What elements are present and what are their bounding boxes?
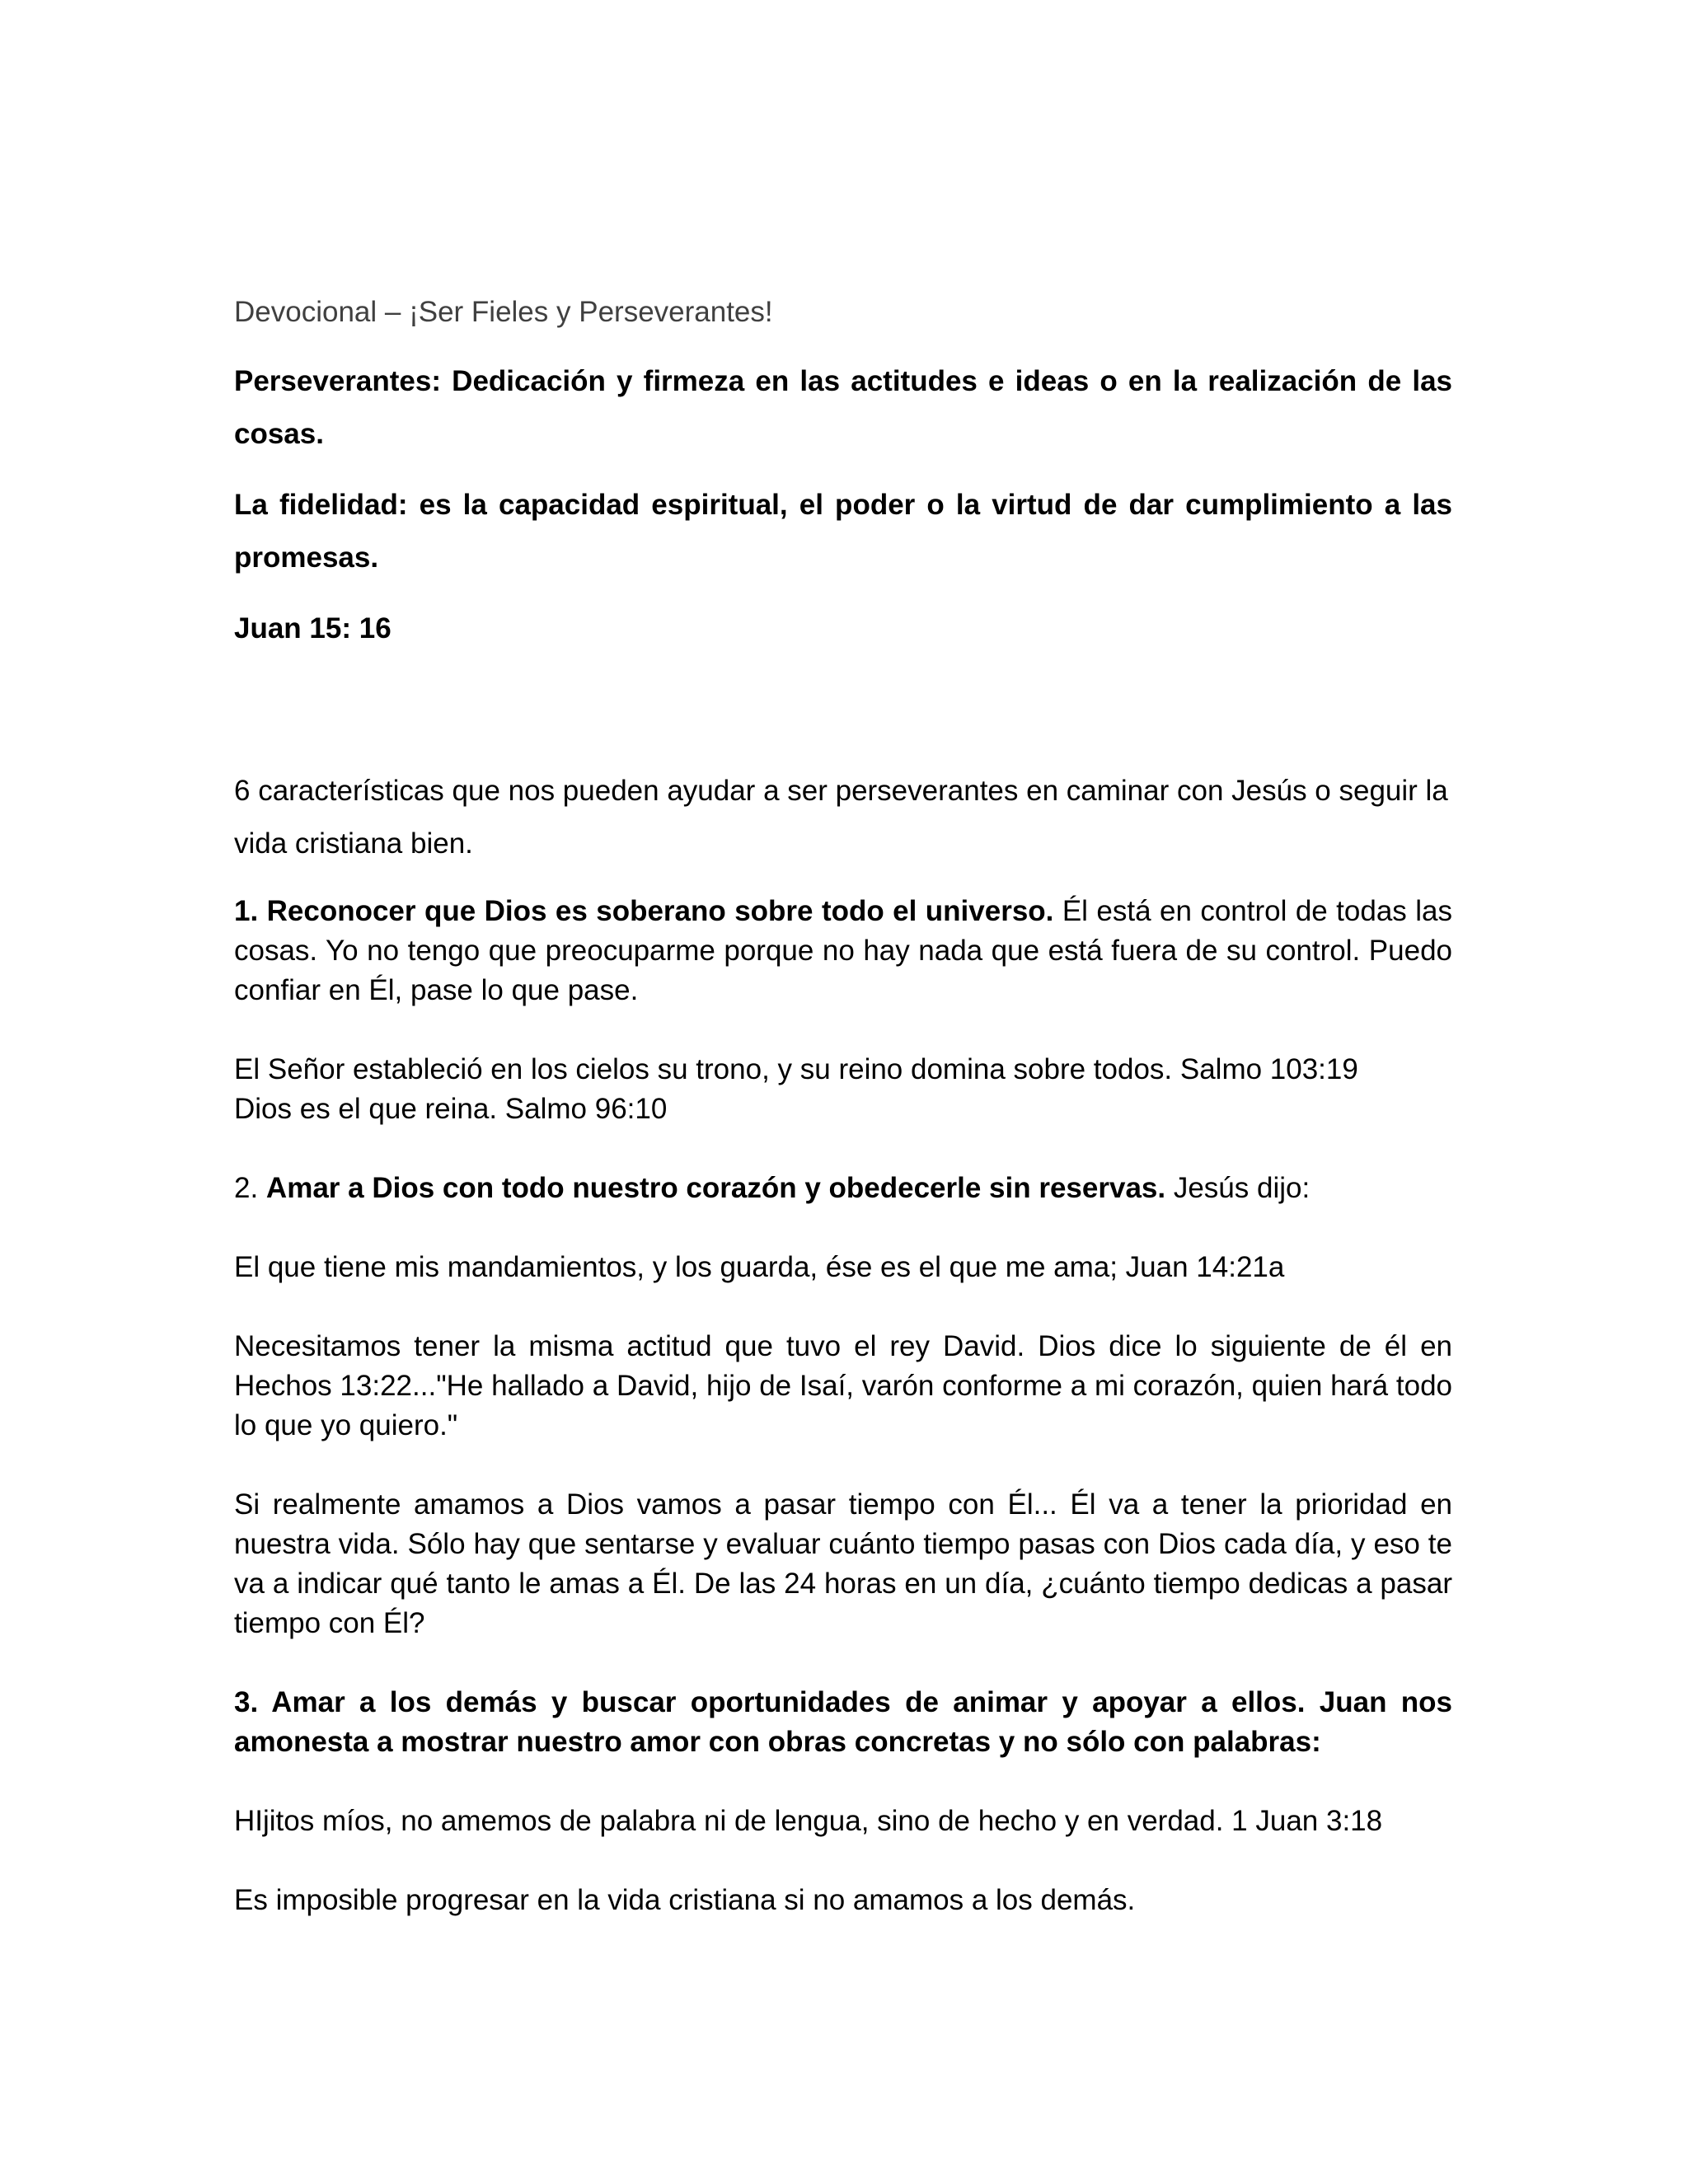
verse-salmo-103: El Señor estableció en los cielos su trono, y su reino domina sobre todos. Salmo 103:19	[234, 1053, 1358, 1085]
point-2-text: Jesús dijo:	[1165, 1172, 1311, 1204]
document-page	[234, 293, 1452, 1960]
point-2-number: 2.	[234, 1172, 266, 1204]
document-title: Devocional – ¡Ser Fieles y Perseverantes!	[234, 296, 773, 328]
definition-fidelidad: La fidelidad: es la capacidad espiritual, el poder o la virtud de dar cumplimiento a las promesas.	[234, 489, 1452, 574]
verse-juan-14: El que tiene mis mandamientos, y los guarda, ése es el que me ama; Juan 14:21a	[234, 1251, 1285, 1283]
point-1-text: Él está en control de todas las cosas. Yo no tengo que preocuparme porque no hay nada que está fuera de su control. Puedo confiar en Él, pase lo que pase.	[234, 895, 1452, 1006]
paragraph-time: Si realmente amamos a Dios vamos a pasar tiempo con Él... Él va a tener la prioridad en nuestra vida. Sólo hay que sentarse y evaluar cuánto tiempo pasas con Dios cada día, y eso te va a indicar qué tanto le amas a Él. De las 24 horas en un día, ¿cuánto tiempo dedicas a pasar tiempo con Él?	[234, 1488, 1452, 1639]
point-1-heading: 1. Reconocer que Dios es soberano sobre todo el universo.	[234, 895, 1054, 927]
paragraph-david: Necesitamos tener la misma actitud que tuvo el rey David. Dios dice lo siguiente de él en Hechos 13:22..."He hallado a David, hijo de Isaí, varón conforme a mi corazón, quien hará todo lo que yo quiero."	[234, 1330, 1452, 1441]
definition-perseverantes: Perseverantes: Dedicación y firmeza en las actitudes e ideas o en la realización de las cosas.	[234, 365, 1452, 450]
verse-1-juan-3: HIjitos míos, no amemos de palabra ni de lengua, sino de hecho y en verdad. 1 Juan 3:18	[234, 1805, 1383, 1837]
verse-salmos	[234, 1050, 1452, 1129]
point-1	[234, 892, 1452, 1010]
point-2-heading: Amar a Dios con todo nuestro corazón y obedecerle sin reservas.	[265, 1172, 1166, 1204]
point-3-heading: 3. Amar a los demás y buscar oportunidades de animar y apoyar a ellos. Juan nos amonesta a mostrar nuestro amor con obras concretas y no sólo con palabras:	[234, 1686, 1452, 1758]
point-3	[234, 1683, 1452, 1762]
verse-salmo-96: Dios es el que reina. Salmo 96:10	[234, 1093, 668, 1125]
scripture-reference: Juan 15: 16	[234, 612, 392, 644]
point-2	[234, 1169, 1452, 1208]
intro-paragraph: 6 características que nos pueden ayudar a ser perseverantes en caminar con Jesús o seguir la vida cristiana bien.	[234, 775, 1448, 860]
closing-paragraph: Es imposible progresar en la vida cristiana si no amamos a los demás.	[234, 1884, 1136, 1916]
